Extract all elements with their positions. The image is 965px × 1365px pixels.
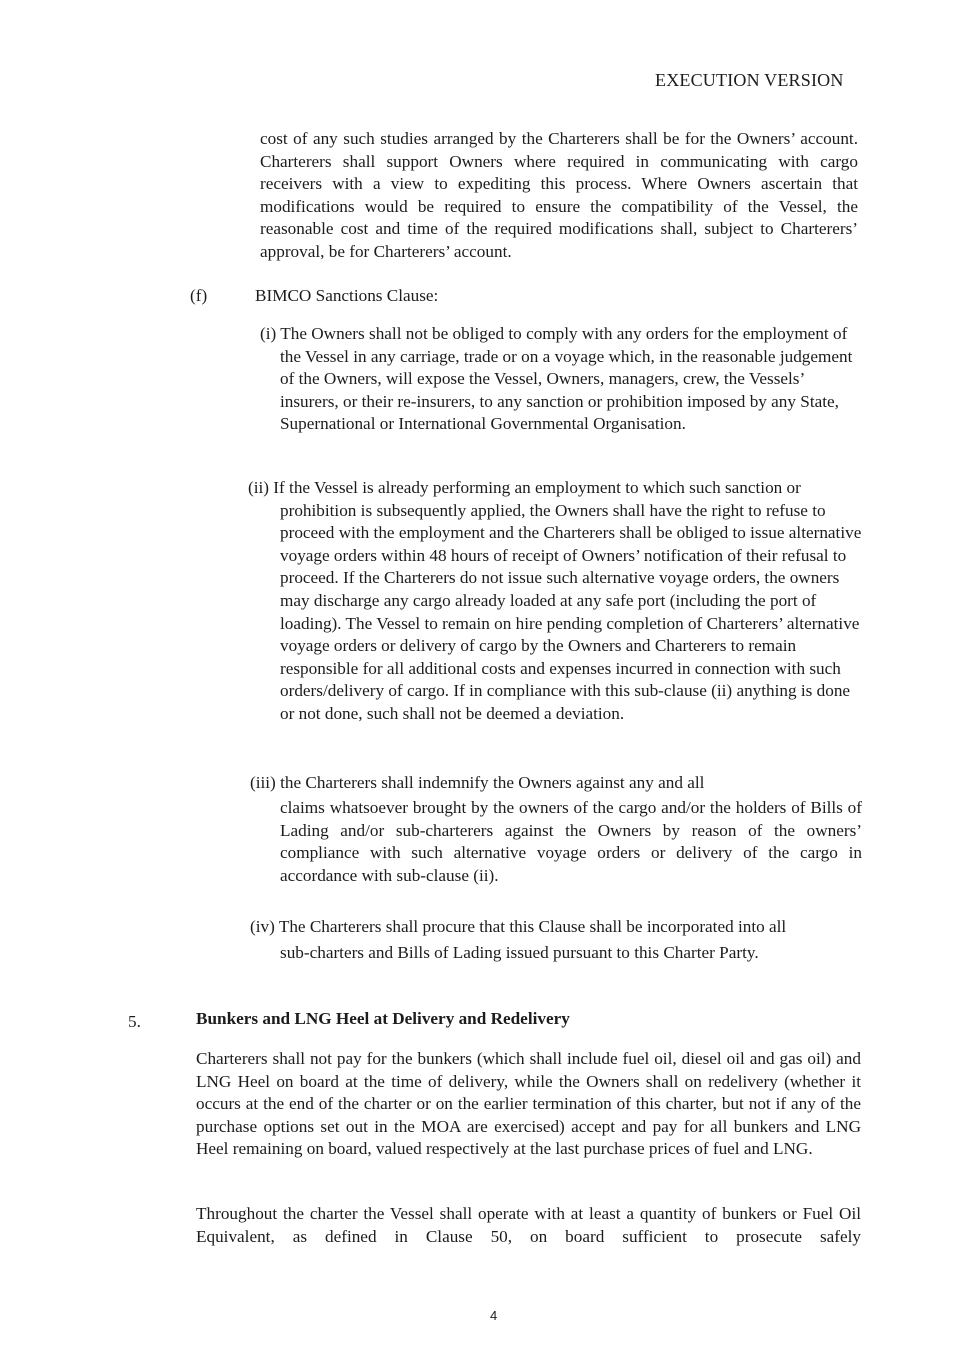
- sanctions-item-iii-text: claims whatsoever brought by the owners of the cargo and/or the holders of Bills of Lading and/or sub-charterers against the Owners by reason of the owners’ compliance with such alternative voyage orders or delivery of the cargo in accordance with sub-clause (ii).: [280, 798, 862, 885]
- clause-5-number: 5.: [128, 1012, 141, 1031]
- intro-paragraph: cost of any such studies arranged by the Charterers shall be for the Owners’ account. Charterers shall support Owners where required in communicating with cargo receivers with a view to expediting this process. Where Owners ascertain that modifications would be required to ensure the compatibility of the Vessel, the reasonable cost and time of the required modifications shall, subject to Charterers’ approval, be for Charterers’ account.: [260, 129, 858, 261]
- sanctions-item-iv-text: sub-charters and Bills of Lading issued pursuant to this Charter Party.: [280, 943, 759, 962]
- document-version-header: EXECUTION VERSION: [655, 70, 844, 90]
- item-text: The Owners shall not be obliged to comply with any orders for the employment of the Vessel in any carriage, trade or on a voyage which, in the reasonable judgement of the Owners, will expose the Vessel, Owners, managers, crew, the Vessels’ insurers, or their re-insurers, to any sanction or prohibition imposed by any State, Supernational or International Governmental Organisation.: [280, 324, 853, 434]
- item-number: (iv): [250, 917, 275, 936]
- clause-5-paragraph-2: Throughout the charter the Vessel shall operate with at least a quantity of bunkers or Fuel Oil Equivalent, as defined in Clause 50, on board sufficient to prosecute safely: [196, 1204, 861, 1246]
- clause-f-label: (f): [190, 286, 208, 305]
- item-text: If the Vessel is already performing an employment to which such sanction or prohibition is subsequently applied, the Owners shall have the right to refuse to proceed with the employment and the Charterers shall be obliged to issue alternative voyage orders within 48 hours of receipt of Owners’ notification of their refusal to proceed. If the Charterers do not issue such alternative voyage orders, the owners may discharge any cargo already loaded at any safe port (including the port of loading). The Vessel to remain on hire pending completion of Charterers’ alternative voyage orders or delivery of cargo by the Owners and Charterers to remain responsible for all additional costs and expenses incurred in connection with such orders/delivery of cargo. If in compliance with this sub-clause (ii) anything is done or not done, such shall not be deemed a deviation.: [273, 478, 862, 723]
- sanctions-item-iv-first-line: [250, 916, 870, 939]
- item-number: (i): [260, 324, 277, 343]
- page-number: 4: [490, 1308, 498, 1323]
- item-number: (ii): [248, 478, 269, 497]
- clause-5-title: Bunkers and LNG Heel at Delivery and Redelivery: [196, 1009, 570, 1028]
- clause-5-paragraph-1: Charterers shall not pay for the bunkers (which shall include fuel oil, diesel oil and gas oil) and LNG Heel on board at the time of delivery, while the Owners shall on redelivery (whether it occurs at the end of the charter or on the earlier termination of this charter, but not if any of the purchase options set out in the MOA are exercised) accept and pay for all bunkers and LNG Heel remaining on board, valued respectively at the last purchase prices of fuel and LNG.: [196, 1049, 861, 1159]
- clause-f-title: BIMCO Sanctions Clause:: [255, 286, 439, 305]
- item-first-line: the Charterers shall indemnify the Owners against any and all: [280, 773, 705, 792]
- sanctions-item-iii-first-line: [250, 772, 870, 795]
- sanctions-item-i: [260, 323, 858, 436]
- sanctions-item-ii: [248, 477, 864, 726]
- item-number: (iii): [250, 773, 276, 792]
- item-first-line: The Charterers shall procure that this Clause shall be incorporated into all: [278, 917, 787, 936]
